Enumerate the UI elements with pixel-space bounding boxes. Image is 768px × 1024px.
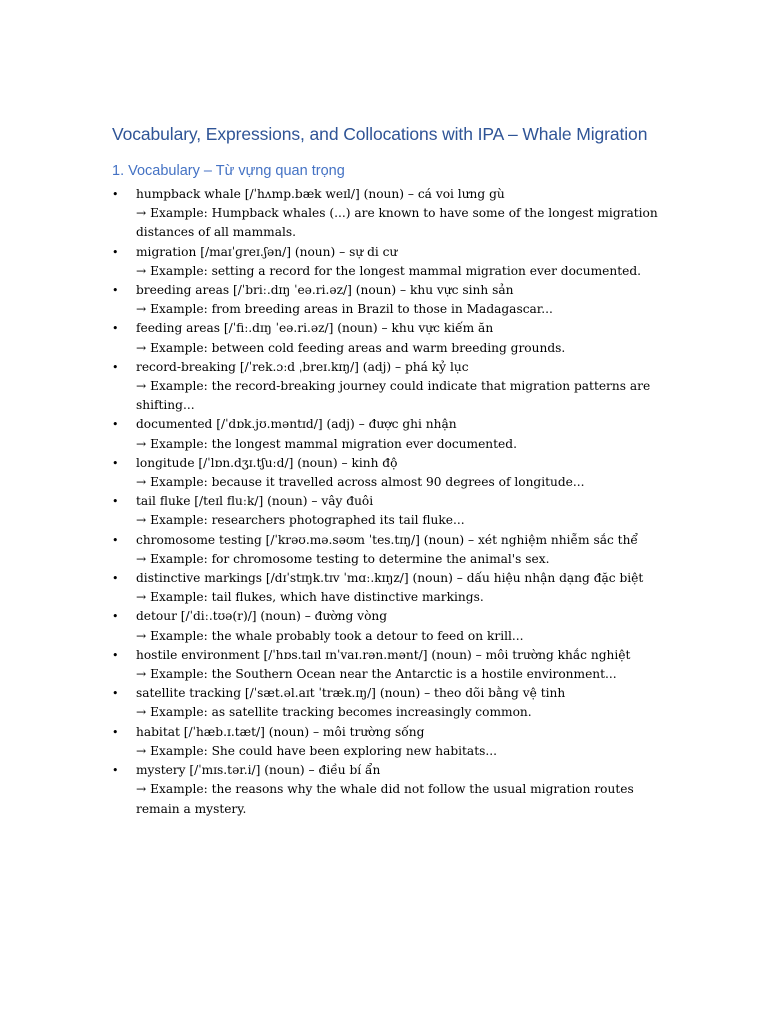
vocab-entry: record-breaking [/ˈrek.ɔːd ˌbreɪ.kɪŋ/] (adj) – phá kỷ lục [136, 359, 469, 374]
vocab-example: → Example: the longest mammal migration ever documented. [136, 436, 517, 451]
vocab-example: → Example: the reasons why the whale did not follow the usual migration routes remain a mystery. [136, 782, 634, 816]
vocab-entry: chromosome testing [/ˈkrəʊ.mə.səʊm ˈtes.tɪŋ/] (noun) – xét nghiệm nhiễm sắc thể [136, 532, 638, 547]
list-item [112, 607, 666, 645]
vocab-example: → Example: from breeding areas in Brazil to those in Madagascar... [136, 302, 553, 317]
vocab-entry: longitude [/ˈlɒn.dʒɪ.tʃuːd/] (noun) – kinh độ [136, 455, 398, 470]
vocab-entry: hostile environment [/ˈhɒs.taɪl ɪnˈvaɪ.rən.mənt/] (noun) – môi trường khắc nghiệt [136, 647, 631, 662]
vocab-entry: feeding areas [/ˈfiː.dɪŋ ˈeə.ri.əz/] (noun) – khu vực kiếm ăn [136, 321, 494, 336]
list-item [112, 723, 666, 761]
vocab-example: → Example: the whale probably took a detour to feed on krill... [136, 628, 524, 643]
vocab-entry: migration [/maɪˈɡreɪ.ʃən/] (noun) – sự di cư [136, 244, 398, 259]
vocab-example: → Example: between cold feeding areas and warm breeding grounds. [136, 340, 566, 355]
bullet-icon: • [112, 648, 119, 662]
list-item [112, 761, 666, 819]
bullet-icon: • [112, 687, 119, 701]
vocab-entry: tail fluke [/teɪl fluːk/] (noun) – vây đuôi [136, 494, 374, 509]
vocab-example: → Example: Humpback whales (...) are known to have some of the longest migration distances of all mammals. [136, 206, 658, 240]
list-item [112, 454, 666, 492]
vocab-example: → Example: the Southern Ocean near the Antarctic is a hostile environment... [136, 667, 617, 682]
bullet-icon: • [112, 245, 119, 259]
bullet-icon: • [112, 572, 119, 586]
vocab-entry: mystery [/ˈmɪs.tər.i/] (noun) – điều bí ẩn [136, 763, 381, 778]
list-item [112, 243, 666, 281]
list-item [112, 415, 666, 453]
bullet-icon: • [112, 188, 119, 201]
vocab-example: → Example: the record-breaking journey could indicate that migration patterns are shifting... [136, 379, 651, 413]
list-item [112, 185, 666, 243]
vocabulary-list [112, 185, 666, 819]
bullet-icon: • [112, 764, 119, 778]
bullet-icon: • [112, 456, 119, 470]
bullet-icon: • [112, 322, 119, 336]
vocab-entry: distinctive markings [/dɪˈstɪŋk.tɪv ˈmɑː.kɪŋz/] (noun) – dấu hiệu nhận dạng đặc biệt [136, 571, 644, 586]
list-item [112, 646, 666, 684]
vocab-example: → Example: She could have been exploring new habitats... [136, 743, 497, 758]
vocab-example: → Example: for chromosome testing to determine the animal's sex. [136, 551, 550, 566]
vocab-example: → Example: because it travelled across almost 90 degrees of longitude... [136, 475, 585, 490]
list-item [112, 319, 666, 357]
bullet-icon: • [112, 284, 119, 298]
bullet-icon: • [112, 418, 119, 432]
list-item [112, 281, 666, 319]
bullet-icon: • [112, 495, 119, 509]
vocab-entry: detour [/ˈdiː.tʊə(r)/] (noun) – đường vòng [136, 609, 388, 624]
vocab-entry: satellite tracking [/ˈsæt.əl.aɪt ˈtræk.ɪŋ/] (noun) – theo dõi bằng vệ tinh [136, 686, 566, 701]
vocab-example: → Example: tail flukes, which have distinctive markings. [136, 590, 484, 605]
vocab-entry: documented [/ˈdɒk.jʊ.məntɪd/] (adj) – được ghi nhận [136, 417, 457, 432]
vocab-example: → Example: setting a record for the longest mammal migration ever documented. [136, 263, 642, 278]
list-item [112, 684, 666, 722]
document-title: Vocabulary, Expressions, and Collocations with IPA – Whale Migration [112, 124, 648, 144]
vocab-entry: breeding areas [/ˈbriː.dɪŋ ˈeə.ri.əz/] (noun) – khu vực sinh sản [136, 283, 514, 298]
list-item [112, 569, 666, 607]
bullet-icon: • [112, 360, 119, 374]
vocab-example: → Example: researchers photographed its tail fluke... [136, 513, 465, 528]
vocab-entry: humpback whale [/ˈhʌmp.bæk weɪl/] (noun) – cá voi lưng gù [136, 187, 505, 201]
vocab-example: → Example: as satellite tracking becomes increasingly common. [136, 705, 532, 720]
vocab-entry: habitat [/ˈhæb.ɪ.tæt/] (noun) – môi trường sống [136, 724, 425, 739]
list-item [112, 492, 666, 530]
bullet-icon: • [112, 725, 119, 739]
bullet-icon: • [112, 533, 119, 547]
bullet-icon: • [112, 610, 119, 624]
section-heading-vocabulary: 1. Vocabulary – Từ vựng quan trọng [112, 163, 345, 179]
list-item [112, 531, 666, 569]
list-item [112, 358, 666, 416]
